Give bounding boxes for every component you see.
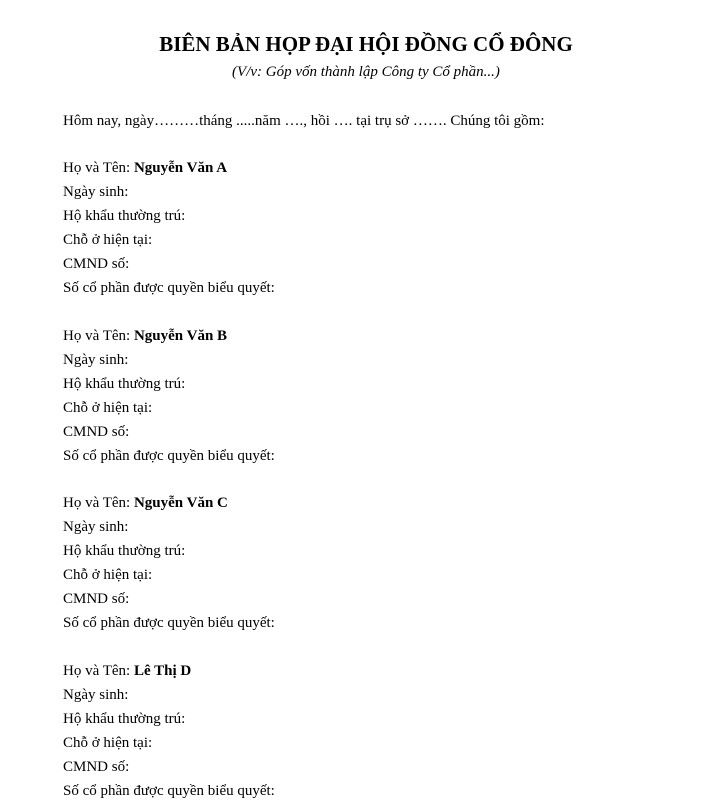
residence-line: Hộ khẩu thường trú:	[63, 711, 186, 727]
shareholder-block	[63, 659, 275, 803]
voting-shares-line: Số cổ phần được quyền biểu quyết:	[63, 280, 275, 296]
shareholder-block	[63, 491, 275, 635]
residence-line: Hộ khẩu thường trú:	[63, 208, 186, 224]
document-subtitle: (V/v: Góp vốn thành lập Công ty Cổ phần...)	[232, 64, 500, 80]
dob-line: Ngày sinh:	[63, 352, 129, 368]
residence-line: Hộ khẩu thường trú:	[63, 376, 186, 392]
id-number-line: CMND số:	[63, 759, 130, 775]
shareholder-name: Nguyễn Văn A	[133, 160, 228, 176]
dob-line: Ngày sinh:	[63, 519, 129, 535]
name-label: Họ và Tên:	[63, 495, 134, 511]
current-address-line: Chỗ ở hiện tại:	[63, 735, 153, 751]
document-title: BIÊN BẢN HỌP ĐẠI HỘI ĐỒNG CỔ ĐÔNG	[159, 32, 573, 56]
shareholder-block	[63, 156, 275, 300]
dob-line: Ngày sinh:	[63, 184, 129, 200]
name-line	[63, 659, 275, 683]
id-number-line: CMND số:	[63, 591, 130, 607]
residence-line: Hộ khẩu thường trú:	[63, 543, 186, 559]
dob-line: Ngày sinh:	[63, 687, 129, 703]
current-address-line: Chỗ ở hiện tại:	[63, 567, 153, 583]
voting-shares-line: Số cổ phần được quyền biểu quyết:	[63, 783, 275, 799]
name-line	[63, 156, 275, 180]
voting-shares-line: Số cổ phần được quyền biểu quyết:	[63, 448, 275, 464]
current-address-line: Chỗ ở hiện tại:	[63, 400, 153, 416]
id-number-line: CMND số:	[63, 256, 130, 272]
name-line	[63, 324, 275, 348]
id-number-line: CMND số:	[63, 424, 130, 440]
shareholder-name: Nguyễn Văn B	[133, 328, 228, 344]
current-address-line: Chỗ ở hiện tại:	[63, 232, 153, 248]
shareholder-name: Lê Thị D	[133, 663, 192, 679]
shareholder-name: Nguyễn Văn C	[133, 495, 228, 511]
name-label: Họ và Tên:	[63, 160, 134, 176]
name-label: Họ và Tên:	[63, 328, 134, 344]
voting-shares-line: Số cổ phần được quyền biểu quyết:	[63, 615, 275, 631]
shareholder-block	[63, 324, 275, 468]
intro-paragraph: Hôm nay, ngày………tháng .....năm …., hồi …. tại trụ sở ……. Chúng tôi gồm:	[63, 113, 545, 129]
name-line	[63, 491, 275, 515]
name-label: Họ và Tên:	[63, 663, 134, 679]
